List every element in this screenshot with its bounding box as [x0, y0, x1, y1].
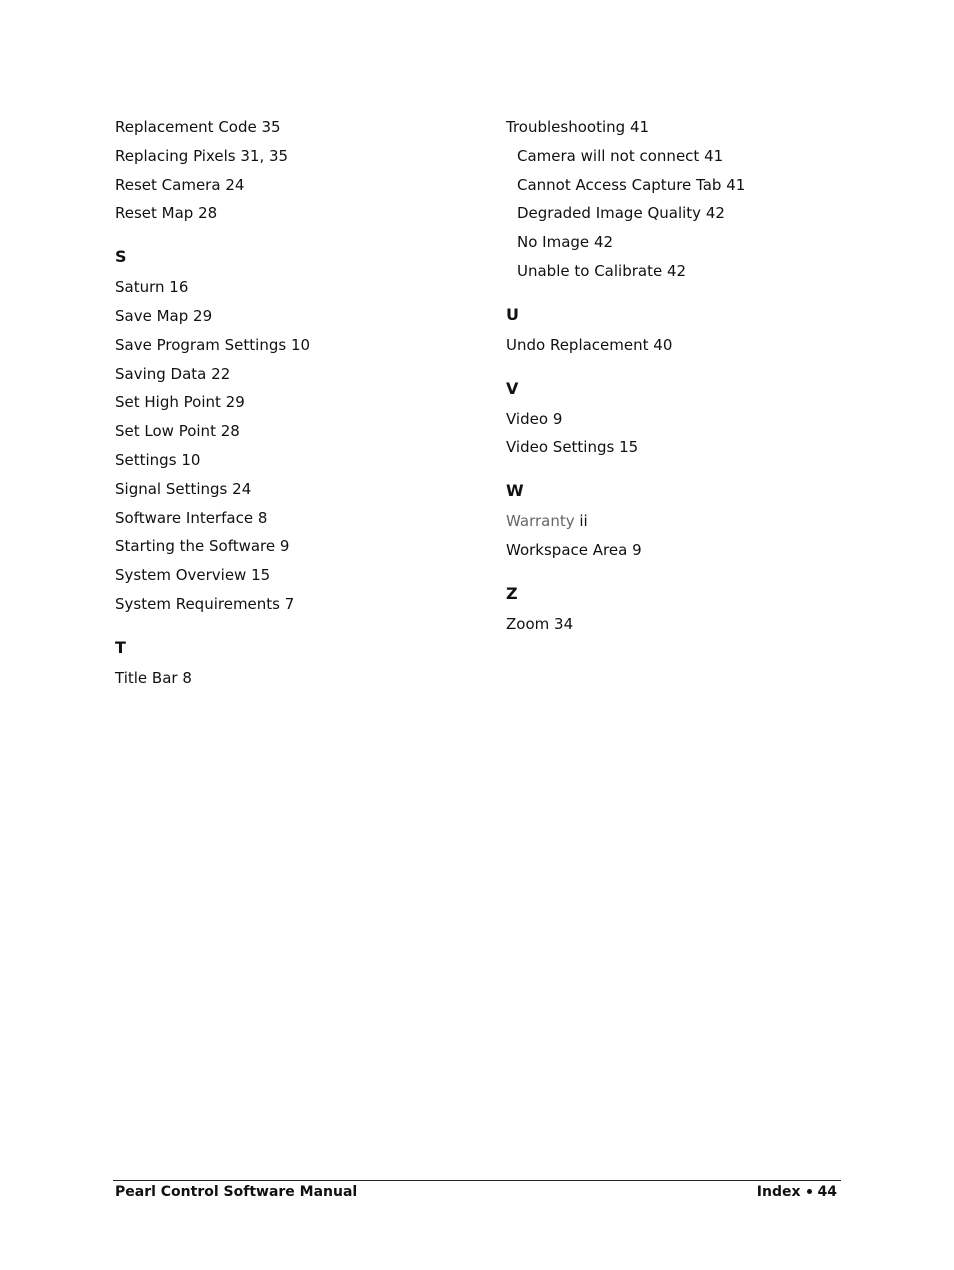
- index-letter-heading: Z: [506, 583, 518, 603]
- index-term: Save Program Settings: [115, 335, 287, 354]
- index-term: Title Bar: [115, 668, 178, 687]
- index-page-refs: 41: [726, 175, 746, 194]
- index-page-refs: 9: [552, 409, 563, 428]
- index-page-refs: 41: [704, 146, 724, 165]
- index-entry: [115, 113, 485, 142]
- index-term: Zoom: [506, 614, 550, 633]
- index-page-refs: 24: [232, 479, 252, 498]
- index-page-refs: 28: [198, 204, 218, 223]
- index-term: Camera will not connect: [517, 146, 700, 165]
- index-column-right: [506, 113, 866, 639]
- index-term: Software Interface: [115, 508, 254, 527]
- index-term: Unable to Calibrate: [517, 261, 663, 280]
- index-term: Settings: [115, 450, 177, 469]
- index-term: Degraded Image Quality: [517, 204, 702, 223]
- index-entry: [115, 475, 485, 504]
- index-entry: [115, 388, 485, 417]
- index-entry: [506, 610, 866, 639]
- index-entry: [506, 331, 866, 360]
- index-page-refs: 40: [653, 335, 673, 354]
- index-page-refs: 28: [220, 422, 240, 441]
- index-page-refs: 10: [290, 335, 311, 354]
- index-entry: [115, 171, 485, 200]
- index-entry: [115, 417, 485, 446]
- index-entry: [506, 433, 866, 462]
- index-page-refs: 8: [257, 508, 268, 527]
- index-page-refs: ii: [579, 512, 588, 531]
- index-subentry: [506, 199, 866, 228]
- footer-section: Index: [756, 1184, 801, 1200]
- index-page-refs: 35: [261, 118, 281, 136]
- index-entry: [115, 504, 485, 533]
- index-page-refs: 9: [632, 540, 642, 559]
- index-term: Workspace Area: [506, 540, 628, 559]
- index-entry: [115, 199, 485, 228]
- index-page-refs: 42: [593, 233, 614, 252]
- index-page-refs: 9: [279, 537, 290, 556]
- index-term: Save Map: [115, 306, 189, 325]
- index-entry: [506, 405, 866, 434]
- index-page-refs: 24: [225, 175, 245, 194]
- index-term: Set Low Point: [115, 422, 216, 441]
- index-page-refs: 29: [193, 306, 213, 325]
- index-entry: [115, 302, 485, 331]
- index-letter-heading: S: [115, 247, 127, 267]
- index-entry: [115, 360, 485, 389]
- index-term: Troubleshooting: [506, 118, 626, 136]
- index-entry: [115, 590, 485, 619]
- index-term: Replacing Pixels: [115, 146, 236, 165]
- index-entry: [115, 561, 485, 590]
- index-subentry: [506, 171, 866, 200]
- index-term: Saturn: [115, 278, 165, 297]
- index-entry: [115, 273, 485, 302]
- index-letter-heading: T: [115, 637, 126, 657]
- index-page-refs: 10: [181, 450, 201, 469]
- index-term: Reset Camera: [115, 175, 221, 194]
- index-term: Video: [506, 409, 549, 428]
- index-subentry: [506, 257, 866, 286]
- index-entry: [115, 664, 485, 693]
- footer-page-label: [757, 1184, 837, 1200]
- index-term: Reset Map: [115, 204, 194, 223]
- index-page-refs: 34: [554, 614, 574, 633]
- index-page-refs: 16: [169, 278, 189, 297]
- index-subentry: [506, 228, 866, 257]
- bullet-icon: [807, 1189, 812, 1194]
- index-page-refs: 42: [705, 204, 725, 223]
- index-term: System Overview: [115, 566, 247, 585]
- index-page-refs: 15: [619, 438, 639, 457]
- index-letter-heading: V: [506, 378, 519, 398]
- index-entry: [506, 536, 866, 565]
- index-page-refs: 8: [182, 668, 192, 687]
- index-term: Starting the Software: [115, 537, 276, 556]
- index-term: System Requirements: [115, 594, 280, 613]
- index-page-refs: 7: [284, 594, 295, 613]
- index-entry: [115, 142, 485, 171]
- footer-divider: [113, 1180, 841, 1181]
- index-letter-heading: W: [506, 481, 524, 501]
- index-letter-heading: U: [506, 304, 519, 324]
- index-entry: [506, 113, 866, 142]
- index-term: No Image: [517, 233, 590, 252]
- index-term: Signal Settings: [115, 479, 228, 498]
- index-page-refs: 42: [666, 261, 687, 280]
- index-entry: [115, 331, 485, 360]
- index-page-refs: 22: [211, 364, 231, 383]
- footer-manual-title: Pearl Control Software Manual: [115, 1184, 358, 1200]
- footer-page-number: 44: [817, 1184, 837, 1200]
- index-entry: [506, 507, 866, 536]
- index-term: Cannot Access Capture Tab: [517, 175, 722, 194]
- index-term: Saving Data: [115, 364, 207, 383]
- index-column-left: [115, 113, 485, 693]
- index-term: Video Settings: [506, 438, 615, 457]
- index-page-refs: 31, 35: [240, 146, 289, 165]
- index-entry: [115, 446, 485, 475]
- index-page-refs: 29: [225, 393, 245, 412]
- index-term: Replacement Code: [115, 118, 257, 136]
- index-page-refs: 41: [629, 118, 650, 136]
- index-subentry: [506, 142, 866, 171]
- index-entry: [115, 532, 485, 561]
- index-term: Undo Replacement: [506, 335, 649, 354]
- index-term: Set High Point: [115, 393, 221, 412]
- index-page-refs: 15: [251, 566, 271, 585]
- index-term: Warranty: [506, 512, 575, 531]
